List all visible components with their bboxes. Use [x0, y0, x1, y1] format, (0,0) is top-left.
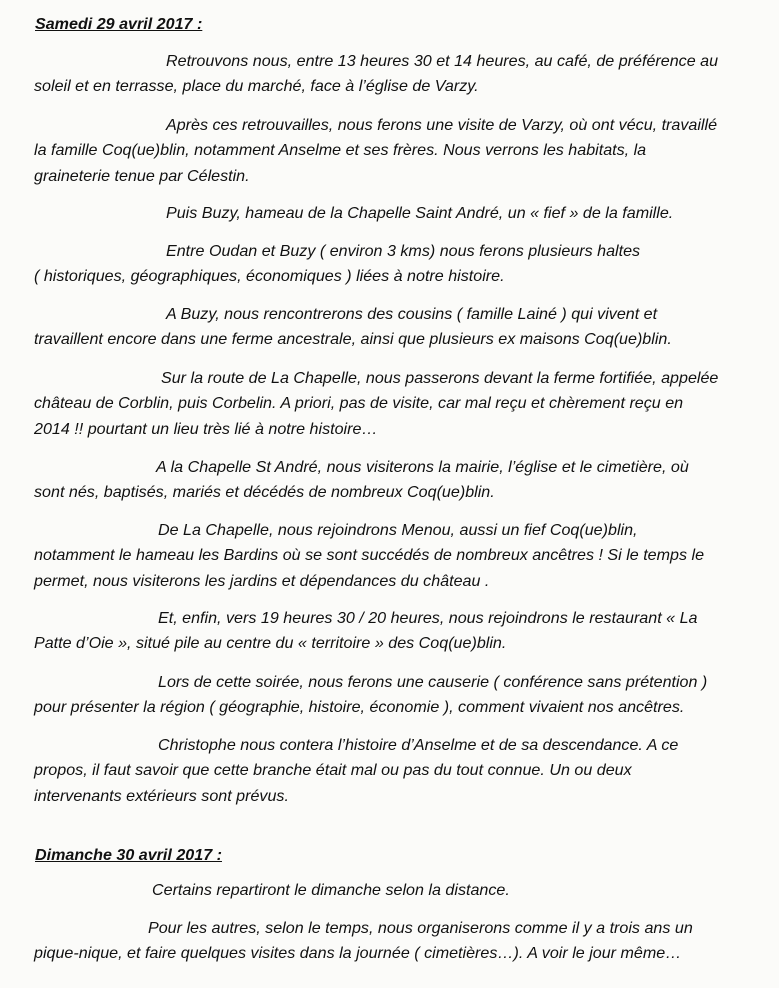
paragraph-line: graineterie tenue par Célestin. [34, 166, 250, 185]
paragraph-line: pour présenter la région ( géographie, histoire, économie ), comment vivaient nos ancêtres. [34, 698, 685, 717]
heading-samedi: Samedi 29 avril 2017 : [35, 15, 203, 33]
paragraph-line: Christophe nous contera l’histoire d’Anselme et de sa descendance. A ce [158, 736, 679, 754]
paragraph-line: soleil et en terrasse, place du marché, face à l’église de Varzy. [34, 77, 479, 96]
paragraph-line: Patte d’Oie », situé pile au centre du « territoire » des Coq(ue)blin. [34, 634, 507, 653]
paragraph-line: Pour les autres, selon le temps, nous organiserons comme il y a trois ans un [148, 919, 693, 937]
paragraph-pique-nique [34, 916, 769, 967]
paragraph-line: Et, enfin, vers 19 heures 30 / 20 heures, nous rejoindrons le restaurant « La [158, 609, 698, 627]
paragraph-line: Après ces retrouvailles, nous ferons une visite de Varzy, où ont vécu, travaillé [166, 116, 718, 134]
paragraph-line: sont nés, baptisés, mariés et décédés de nombreux Coq(ue)blin. [34, 483, 495, 502]
paragraph-oudan-buzy [34, 239, 769, 290]
paragraph-line: A Buzy, nous rencontrerons des cousins ( famille Lainé ) qui vivent et [166, 305, 658, 323]
paragraph-line: Entre Oudan et Buzy ( environ 3 kms) nous ferons plusieurs haltes [166, 242, 641, 260]
paragraph-menou [34, 518, 769, 594]
paragraph-chapelle [34, 455, 769, 506]
paragraph-depart [34, 878, 769, 903]
paragraph-line: Retrouvons nous, entre 13 heures 30 et 14 heures, au café, de préférence au [166, 52, 719, 70]
paragraph-rendezvous [34, 49, 769, 100]
paragraph-line: permet, nous visiterons les jardins et dépendances du château . [34, 571, 490, 590]
paragraph-corblin [34, 366, 769, 442]
paragraph-line: la famille Coq(ue)blin, notamment Anselme et ses frères. Nous verrons les habitats, la [34, 141, 647, 160]
paragraph-line: 2014 !! pourtant un lieu très lié à notre histoire… [34, 419, 378, 438]
paragraph-line: Puis Buzy, hameau de la Chapelle Saint André, un « fief » de la famille. [166, 204, 674, 222]
paragraph-line: notamment le hameau les Bardins où se sont succédés de nombreux ancêtres ! Si le temps le [34, 546, 705, 565]
paragraph-line: propos, il faut savoir que cette branche était mal ou pas du tout connue. Un ou deux [34, 761, 632, 780]
paragraph-cousins [34, 302, 769, 353]
paragraph-line: château de Corblin, puis Corbelin. A priori, pas de visite, car mal reçu et chèrement reçu en [34, 394, 684, 413]
paragraph-line: travaillent encore dans une ferme ancestrale, ainsi que plusieurs ex maisons Coq(ue)blin. [34, 330, 672, 349]
paragraph-line: intervenants extérieurs sont prévus. [34, 786, 289, 805]
paragraph-buzy [34, 201, 769, 226]
paragraph-restaurant [34, 606, 769, 657]
paragraph-line: Lors de cette soirée, nous ferons une causerie ( conférence sans prétention ) [158, 673, 708, 691]
paragraph-line: ( historiques, géographiques, économiques ) liées à notre histoire. [34, 267, 505, 286]
paragraph-line: A la Chapelle St André, nous visiterons la mairie, l’église et le cimetière, où [156, 458, 689, 476]
paragraph-line: De La Chapelle, nous rejoindrons Menou, aussi un fief Coq(ue)blin, [158, 521, 638, 539]
paragraph-line: Certains repartiront le dimanche selon la distance. [152, 881, 510, 899]
paragraph-varzy-visit [34, 113, 769, 189]
paragraph-line: pique-nique, et faire quelques visites dans la journée ( cimetières…). A voir le jour même… [34, 944, 682, 963]
paragraph-causerie [34, 670, 769, 721]
paragraph-christophe [34, 733, 769, 809]
heading-dimanche: Dimanche 30 avril 2017 : [35, 846, 222, 864]
paragraph-line: Sur la route de La Chapelle, nous passerons devant la ferme fortifiée, appelée [161, 369, 719, 387]
